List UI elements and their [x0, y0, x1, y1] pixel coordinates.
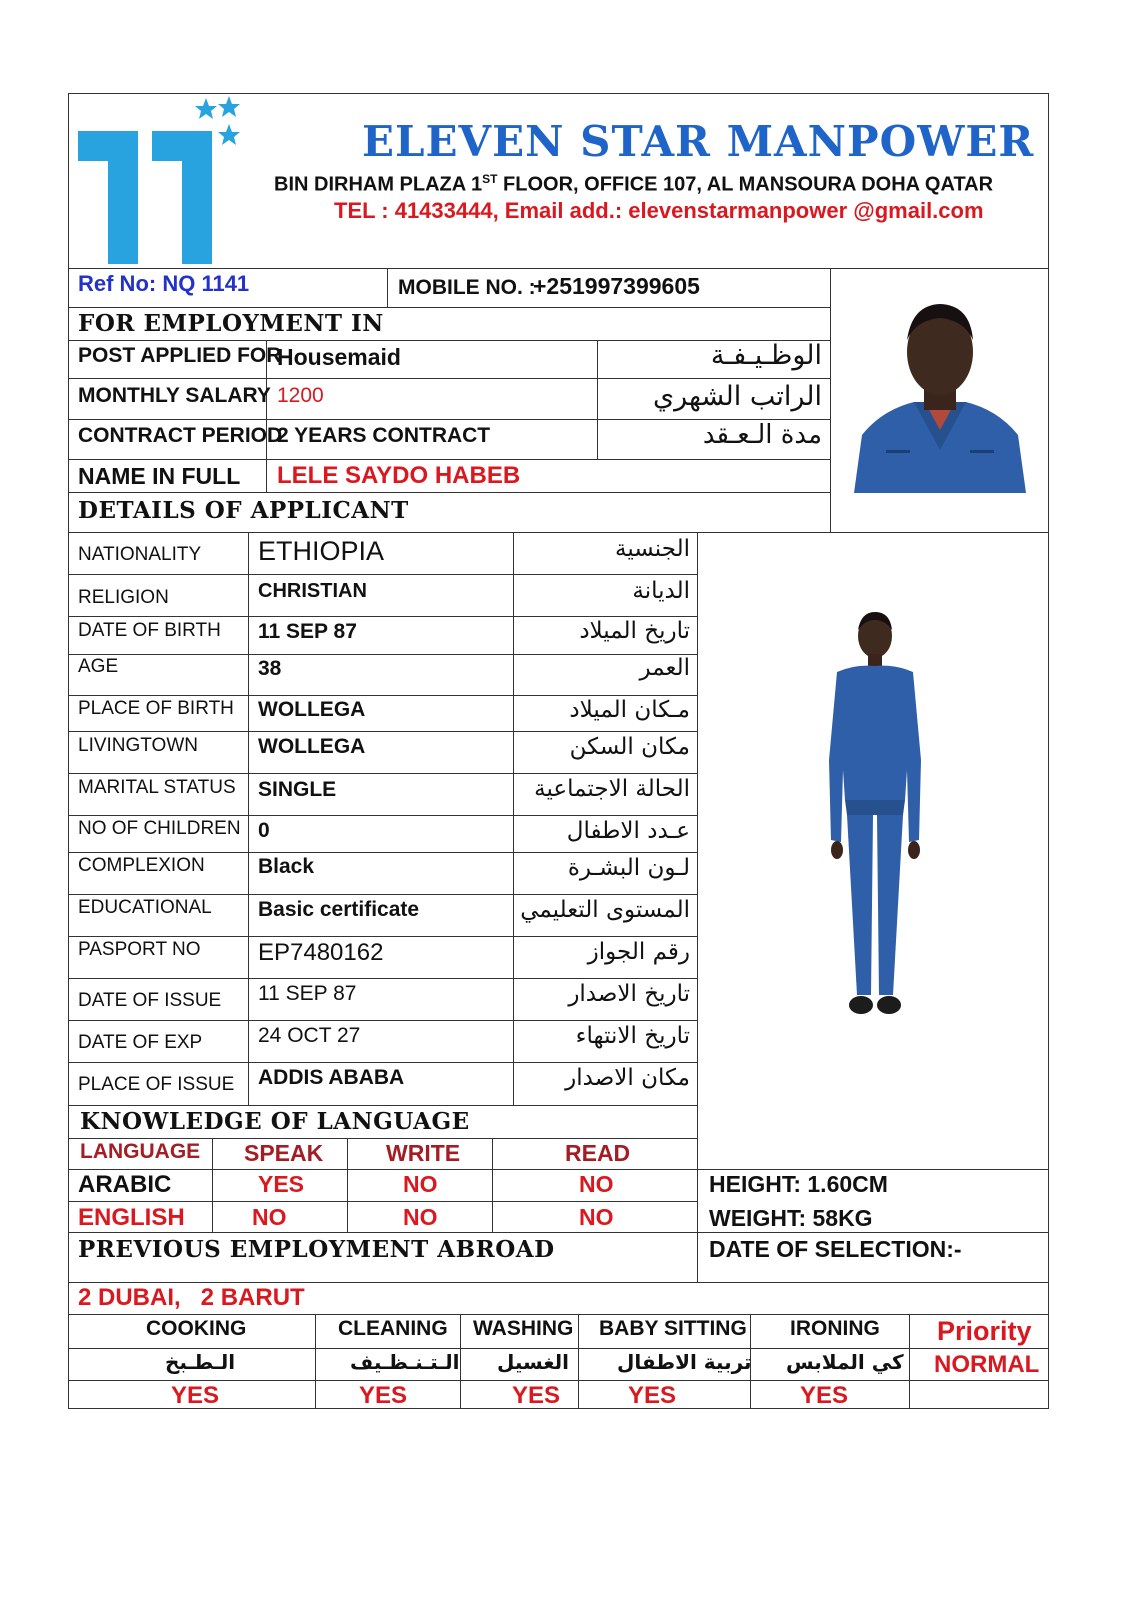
- divider: [68, 378, 831, 379]
- skill-cleaning-label: CLEANING: [338, 1317, 448, 1340]
- name-value: LELE SAYDO HABEB: [277, 462, 521, 489]
- english-read: NO: [579, 1204, 614, 1230]
- passport-label: PASPORT NO: [78, 939, 201, 960]
- divider: [68, 1380, 1049, 1381]
- skill-babysitting-value: YES: [628, 1382, 677, 1409]
- issue-place-label: PLACE OF ISSUE: [78, 1074, 235, 1095]
- education-arabic: المستوى التعليمي: [520, 897, 690, 923]
- divider: [68, 695, 698, 696]
- skill-cooking-label: COOKING: [146, 1317, 247, 1340]
- religion-arabic: الديانة: [632, 578, 690, 604]
- height-value: HEIGHT: 1.60CM: [709, 1171, 888, 1197]
- dob-value: 11 SEP 87: [258, 620, 357, 643]
- divider: [68, 1232, 1049, 1233]
- age-arabic: العمر: [639, 655, 690, 681]
- dob-label: DATE OF BIRTH: [78, 620, 221, 641]
- applicant-full-body-photo: [815, 610, 935, 1030]
- divider: [68, 894, 698, 895]
- contract-arabic: مدة الـعـقد: [702, 420, 822, 450]
- dob-arabic: تاريخ الميلاد: [579, 618, 690, 644]
- complexion-arabic: لـون البشـرة: [567, 855, 690, 881]
- divider: [68, 936, 698, 937]
- language-heading: KNOWLEDGE OF LANGUAGE: [80, 1108, 470, 1135]
- divider: [909, 1314, 910, 1409]
- divider: [68, 307, 831, 308]
- divider: [387, 268, 388, 308]
- priority-value: NORMAL: [934, 1351, 1040, 1378]
- divider: [68, 1138, 698, 1139]
- address-rest: FLOOR, OFFICE 107, AL MANSOURA DOHA QATAR: [497, 173, 994, 196]
- divider: [68, 1020, 698, 1021]
- divider: [578, 1314, 579, 1409]
- skill-cleaning-arabic: الـتـنـظـيف: [350, 1350, 460, 1374]
- issue-place-arabic: مكان الاصدار: [565, 1065, 690, 1091]
- employment-heading: FOR EMPLOYMENT IN: [78, 310, 384, 337]
- skill-cooking-arabic: الـطـبخ: [165, 1350, 236, 1374]
- address-part: BIN DIRHAM PLAZA 1: [274, 173, 483, 196]
- complexion-label: COMPLEXION: [78, 855, 205, 876]
- write-col-header: WRITE: [386, 1140, 461, 1166]
- exp-date-label: DATE OF EXP: [78, 1032, 203, 1053]
- english-speak: NO: [252, 1204, 287, 1230]
- arabic-speak: YES: [258, 1171, 305, 1197]
- details-heading: DETAILS OF APPLICANT: [78, 497, 409, 524]
- divider: [68, 1282, 1049, 1283]
- children-arabic: عـدد الاطفال: [566, 818, 690, 844]
- issue-date-value: 11 SEP 87: [258, 982, 357, 1005]
- name-label: NAME IN FULL: [78, 463, 241, 489]
- divider: [68, 1201, 698, 1202]
- nationality-arabic: الجنسية: [615, 536, 690, 562]
- nationality-value: ETHIOPIA: [258, 536, 385, 566]
- speak-col-header: SPEAK: [244, 1140, 324, 1166]
- divider: [68, 773, 698, 774]
- salary-label: MONTHLY SALARY: [78, 384, 271, 407]
- children-label: NO OF CHILDREN: [78, 818, 241, 839]
- skill-cleaning-value: YES: [359, 1382, 408, 1409]
- passport-arabic: رقم الجواز: [587, 939, 690, 965]
- address-sup: ST: [482, 172, 498, 186]
- divider: [68, 654, 698, 655]
- complexion-value: Black: [258, 855, 315, 878]
- divider: [830, 268, 831, 533]
- education-label: EDUCATIONAL: [78, 897, 212, 918]
- issue-date-arabic: تاريخ الاصدار: [568, 981, 690, 1007]
- language-col-header: LANGUAGE: [80, 1140, 201, 1163]
- skill-babysitting-arabic: تربية الاطفال: [617, 1350, 752, 1374]
- divider: [315, 1314, 316, 1409]
- mobile-label: MOBILE NO. :: [398, 276, 536, 299]
- divider: [460, 1314, 461, 1409]
- post-applied-label: POST APPLIED FOR: [78, 344, 282, 367]
- livingtown-arabic: مكان السكن: [569, 734, 690, 760]
- post-applied-value: Housemaid: [277, 344, 401, 370]
- company-name: ELEVEN STAR MANPOWER: [362, 117, 1035, 166]
- divider: [68, 815, 698, 816]
- divider: [68, 492, 831, 493]
- divider: [68, 574, 698, 575]
- skill-ironing-arabic: كي الملابس: [786, 1350, 904, 1374]
- pob-value: WOLLEGA: [258, 698, 366, 721]
- passport-value: EP7480162: [258, 939, 384, 966]
- divider: [68, 1169, 1049, 1170]
- divider: [68, 1105, 698, 1106]
- skill-ironing-label: IRONING: [790, 1317, 880, 1340]
- salary-value: 1200: [277, 384, 324, 407]
- divider: [68, 532, 1049, 533]
- issue-place-value: ADDIS ABABA: [258, 1066, 405, 1089]
- previous-employment-value: 2 DUBAI, 2 BARUT: [78, 1284, 305, 1311]
- company-logo: [76, 96, 246, 266]
- pob-arabic: مـكان الميلاد: [569, 697, 690, 723]
- religion-label: RELIGION: [78, 587, 169, 608]
- exp-date-arabic: تاريخ الانتهاء: [575, 1023, 690, 1049]
- skill-washing-arabic: الغسيل: [497, 1350, 570, 1374]
- divider: [68, 459, 831, 460]
- arabic-read: NO: [579, 1171, 614, 1197]
- divider: [68, 731, 698, 732]
- divider: [347, 1138, 348, 1232]
- divider: [68, 1348, 1049, 1349]
- divider: [212, 1138, 213, 1232]
- english-write: NO: [403, 1204, 438, 1230]
- company-address: [274, 172, 993, 197]
- religion-value: CHRISTIAN: [258, 580, 367, 602]
- divider: [68, 978, 698, 979]
- exp-date-value: 24 OCT 27: [258, 1024, 361, 1047]
- company-contact: TEL : 41433444, Email add.: elevenstarmanpower @gmail.com: [334, 198, 984, 223]
- salary-arabic: الراتب الشهري: [652, 381, 822, 412]
- age-value: 38: [258, 657, 282, 680]
- children-value: 0: [258, 819, 270, 842]
- skill-cooking-value: YES: [171, 1382, 220, 1409]
- skill-washing-value: YES: [512, 1382, 561, 1409]
- mobile-value: +251997399605: [533, 273, 700, 299]
- arabic-language: ARABIC: [78, 1171, 172, 1198]
- contract-value: 2 YEARS CONTRACT: [277, 424, 491, 447]
- divider: [68, 1314, 1049, 1315]
- livingtown-label: LIVINGTOWN: [78, 735, 198, 756]
- marital-arabic: الحالة الاجتماعية: [534, 776, 690, 802]
- previous-employment-heading: PREVIOUS EMPLOYMENT ABROAD: [78, 1236, 555, 1263]
- contract-label: CONTRACT PERIOD: [78, 424, 283, 447]
- divider: [492, 1138, 493, 1232]
- divider: [68, 1062, 698, 1063]
- divider: [68, 852, 698, 853]
- nationality-label: NATIONALITY: [78, 544, 202, 565]
- post-applied-arabic: الوظـيـفـة: [710, 340, 822, 371]
- marital-value: SINGLE: [258, 778, 337, 801]
- skill-washing-label: WASHING: [473, 1317, 574, 1340]
- livingtown-value: WOLLEGA: [258, 735, 366, 758]
- ref-number: Ref No: NQ 1141: [78, 271, 250, 296]
- applicant-portrait-photo: [852, 300, 1028, 493]
- arabic-write: NO: [403, 1171, 438, 1197]
- read-col-header: READ: [565, 1140, 631, 1166]
- pob-label: PLACE OF BIRTH: [78, 698, 234, 719]
- divider: [68, 616, 698, 617]
- date-of-selection: DATE OF SELECTION:-: [709, 1236, 962, 1262]
- age-label: AGE: [78, 656, 119, 677]
- education-value: Basic certificate: [258, 898, 420, 921]
- weight-value: WEIGHT: 58KG: [709, 1205, 873, 1231]
- marital-label: MARITAL STATUS: [78, 777, 236, 798]
- english-language: ENGLISH: [78, 1204, 185, 1231]
- skill-babysitting-label: BABY SITTING: [599, 1317, 747, 1340]
- skill-ironing-value: YES: [800, 1382, 849, 1409]
- issue-date-label: DATE OF ISSUE: [78, 990, 222, 1011]
- divider: [68, 268, 1049, 269]
- divider: [597, 340, 598, 460]
- priority-label: Priority: [937, 1316, 1032, 1346]
